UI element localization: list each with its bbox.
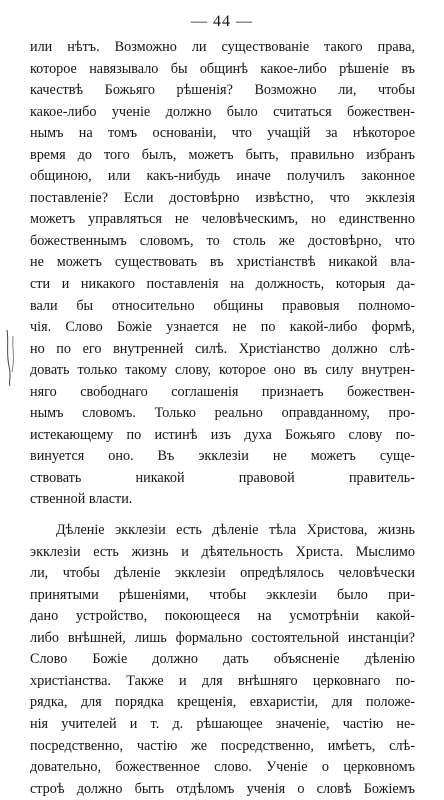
text-line: няго свободнаго соглашенія признаетъ божествен- bbox=[30, 383, 415, 400]
text-line: чія. Слово Божіе узнается не по какой-либо формѣ, bbox=[30, 319, 415, 336]
text-line: или нѣтъ. Возможно ли существованіе такого права, bbox=[30, 39, 415, 55]
text-line: нымъ на томъ основаніи, что учащій за нѣкоторое bbox=[30, 125, 415, 142]
text-line: строѣ должно быть отдѣломъ ученія о словѣ Божіемъ bbox=[30, 780, 415, 797]
handwritten-margin-mark bbox=[4, 328, 18, 388]
text-line: экклезіи есть жизнь и дѣятельность Христа. Мыслимо bbox=[30, 543, 415, 560]
text-line: нымъ словомъ. Только реально оправданному, про- bbox=[30, 405, 415, 422]
page-number: — 44 — bbox=[191, 13, 253, 30]
text-line: сти и никакого поставленія на должность, которыя да- bbox=[30, 276, 415, 293]
text-line: Дѣленіе экклезіи есть дѣленіе тѣла Христова, жизнь bbox=[56, 522, 415, 539]
text-line: которое навязывало бы общинѣ какое-либо рѣшеніе въ bbox=[30, 60, 415, 77]
text-line: ствовать никакой правовой правитель- bbox=[30, 469, 415, 486]
text-line: истекающему по истинѣ изъ духа Божьяго слову по- bbox=[30, 426, 415, 443]
body-text bbox=[30, 37, 415, 800]
text-line: поставленіе? Если достовѣрно извѣстно, что экклезія bbox=[30, 189, 415, 206]
text-line: винуется оно. Въ экклезіи не можетъ суще- bbox=[30, 448, 415, 465]
text-line: ственной власти. bbox=[30, 491, 133, 508]
text-line: довать только такому слову, которое оно въ силу внутрен- bbox=[30, 362, 415, 379]
text-line: время до того былъ, можетъ быть, правильно избранъ bbox=[30, 146, 415, 163]
paragraph-1 bbox=[30, 37, 415, 511]
text-line: ли, чтобы дѣленіе экклезіи опредѣлялось человѣчески bbox=[30, 565, 415, 582]
text-line: божественнымъ словомъ, то столь же достовѣрно, что bbox=[30, 232, 415, 249]
text-line: рядка, для порядка крещенія, евхаристіи, для положе- bbox=[30, 694, 415, 711]
text-line: но по его внутренней силѣ. Христіанство должно слѣ- bbox=[30, 340, 415, 357]
text-line: можетъ управляться не человѣческимъ, но единственно bbox=[30, 211, 415, 228]
text-line: качествѣ Божьяго рѣшенія? Возможно ли, чтобы bbox=[30, 82, 415, 99]
text-line: довательно, божественное слово. Ученіе о церковномъ bbox=[30, 759, 415, 776]
text-line: дано устройство, покоющееся на усмотрѣніи какой- bbox=[30, 608, 415, 625]
text-line: Слово Божіе должно дать объясненіе дѣленію bbox=[30, 651, 415, 668]
text-line: не можетъ существовать въ христіанствѣ никакой вла- bbox=[30, 254, 415, 271]
text-line: вали бы относительно общины правовыя полномо- bbox=[30, 297, 415, 314]
text-line: какое-либо ученіе должно было считаться божествен- bbox=[30, 103, 415, 120]
paragraph-2 bbox=[30, 520, 415, 800]
text-line: либо внѣшней, лишь формально состоятельной инстанціи? bbox=[30, 629, 415, 646]
text-line: христіанства. Также и для внѣшняго церковнаго по- bbox=[30, 672, 415, 689]
text-line: посредственно, частію же посредственно, имѣетъ, слѣ- bbox=[30, 737, 415, 754]
text-line: принятыми рѣшеніями, чтобы экклезіи было при- bbox=[30, 586, 415, 603]
text-line: общиною, или какъ-нибудь иначе получилъ законное bbox=[30, 168, 415, 185]
text-line: нія учителей и т. д. рѣшающее значеніе, частію не- bbox=[30, 715, 415, 732]
